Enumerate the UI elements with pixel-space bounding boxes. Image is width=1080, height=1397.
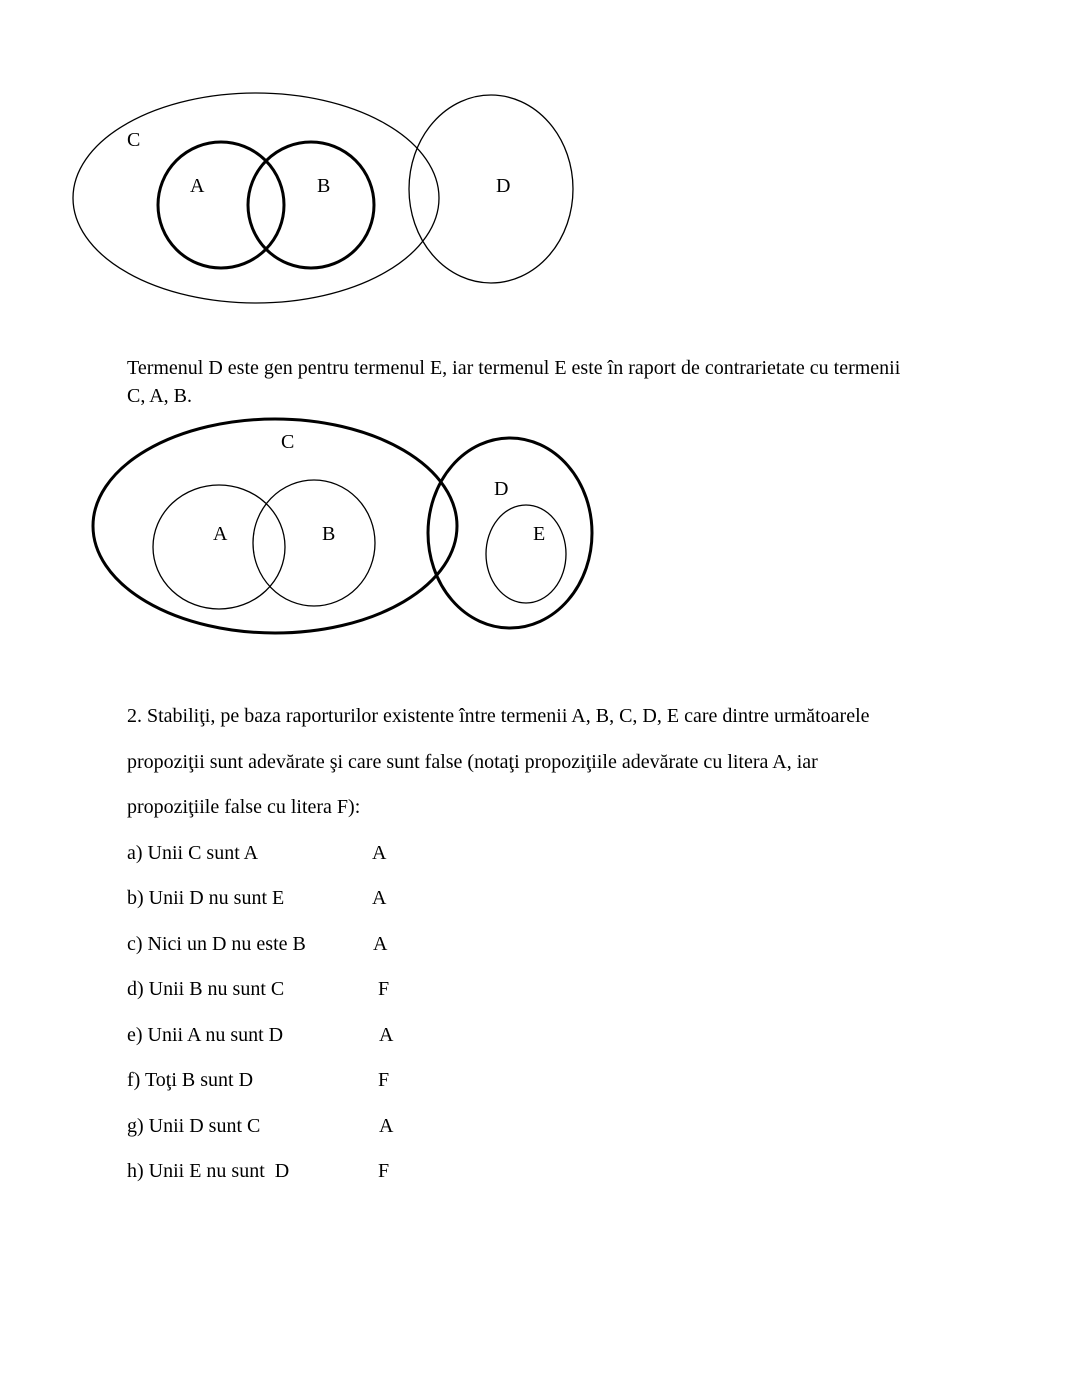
- truth-value: F: [378, 1160, 390, 1182]
- circle-c: [73, 93, 439, 303]
- answer-row-h: [127, 1157, 427, 1185]
- answer-row-f: [127, 1066, 427, 1094]
- task-line-3: propoziţiile false cu litera F):: [127, 796, 361, 818]
- label-b: B: [322, 523, 336, 545]
- label-d: D: [494, 478, 509, 500]
- paragraph-genus-relation: [127, 354, 987, 410]
- label-c: C: [281, 431, 295, 453]
- answer-row-c: [127, 930, 427, 958]
- answer-row-b: [127, 884, 427, 912]
- proposition-text: c) Nici un D nu este B: [127, 933, 306, 955]
- circle-e: [486, 505, 566, 603]
- paragraph-line-2: C, A, B.: [127, 385, 193, 407]
- truth-value: F: [378, 978, 390, 1000]
- truth-value: A: [373, 933, 388, 955]
- circle-d: [409, 95, 573, 283]
- label-d: D: [496, 175, 511, 197]
- label-a: A: [213, 523, 228, 545]
- proposition-text: e) Unii A nu sunt D: [127, 1024, 284, 1046]
- proposition-text: h) Unii E nu sunt D: [127, 1160, 290, 1182]
- answer-row-d: [127, 975, 427, 1003]
- circle-b: [253, 480, 375, 606]
- proposition-text: f) Toţi B sunt D: [127, 1069, 254, 1091]
- proposition-text: b) Unii D nu sunt E: [127, 887, 285, 909]
- truth-value: A: [372, 842, 387, 864]
- label-a: A: [190, 175, 205, 197]
- proposition-text: d) Unii B nu sunt C: [127, 978, 285, 1000]
- paragraph-line-1: Termenul D este gen pentru termenul E, iar termenul E este în raport de contrarietate cu termenii: [127, 357, 901, 379]
- answer-row-e: [127, 1021, 427, 1049]
- task-line-1: 2. Stabiliţi, pe baza raporturilor existente între termenii A, B, C, D, E care dintre următoarele: [127, 705, 870, 727]
- task-line-2: propoziţii sunt adevărate şi care sunt false (notaţi propoziţiile adevărate cu litera A, iar: [127, 751, 818, 773]
- answer-row-g: [127, 1112, 427, 1140]
- circle-a: [153, 485, 285, 609]
- answer-row-a: [127, 839, 427, 867]
- venn-diagram-1: [0, 90, 600, 310]
- proposition-text: a) Unii C sunt A: [127, 842, 259, 864]
- proposition-text: g) Unii D sunt C: [127, 1115, 261, 1137]
- label-e: E: [533, 523, 546, 545]
- truth-value: F: [378, 1069, 390, 1091]
- truth-value: A: [379, 1115, 394, 1137]
- label-c: C: [127, 129, 141, 151]
- venn-diagram-2: [0, 410, 620, 640]
- truth-value: A: [372, 887, 387, 909]
- label-b: B: [317, 175, 331, 197]
- circle-c: [93, 419, 457, 633]
- truth-value: A: [379, 1024, 394, 1046]
- circle-b: [248, 142, 374, 268]
